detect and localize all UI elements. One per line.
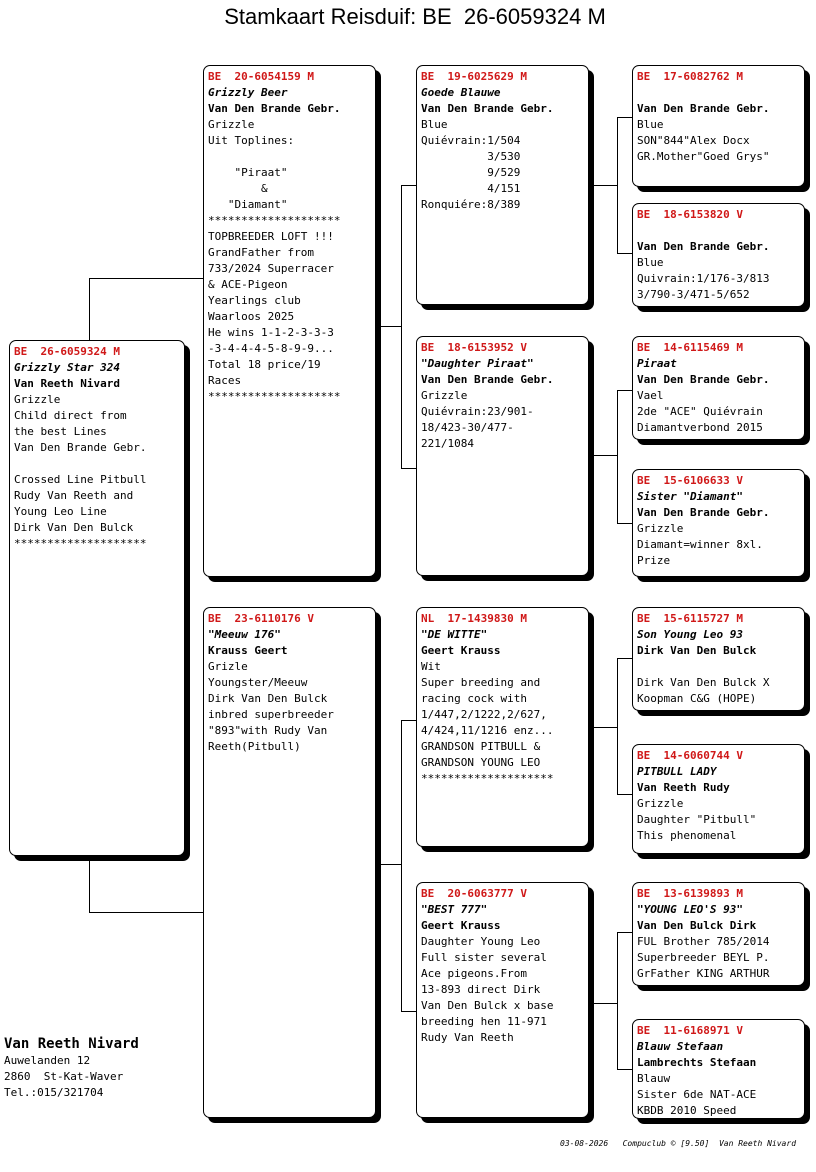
- pedigree-card-great-5[interactable]: [632, 607, 805, 711]
- card-text-line: Diamant=winner 8xl.: [637, 538, 763, 551]
- breeder-name: Van Den Brande Gebr.: [637, 373, 770, 386]
- card-text-line: GrFather KING ARTHUR: [637, 967, 770, 980]
- ring-number: BE 20-6054159 M: [208, 70, 314, 83]
- breeder-name: Dirk Van Den Bulck: [637, 644, 757, 657]
- owner-name: Van Reeth Nivard: [4, 1036, 139, 1052]
- pigeon-name: "DE WITTE": [421, 628, 488, 641]
- card-text-line: Sister 6de NAT-ACE: [637, 1088, 757, 1101]
- breeder-name: Van Den Brande Gebr.: [208, 102, 341, 115]
- breeder-name: Geert Krauss: [421, 644, 501, 657]
- breeder-name: Van Den Brande Gebr.: [421, 373, 554, 386]
- card-text-line: Dirk Van Den Bulck: [14, 521, 134, 534]
- card-text-line: Ace pigeons.From: [421, 967, 527, 980]
- card-text-line: 221/1084: [421, 437, 474, 450]
- card-text-line: This phenomenal: [637, 829, 737, 842]
- card-text-line: 4/424,11/1216 enz...: [421, 724, 554, 737]
- connector-line: [401, 468, 417, 469]
- card-text-line: Quivrain:1/176-3/813: [637, 272, 770, 285]
- card-text-line: Grizzle: [208, 118, 255, 131]
- ring-number: NL 17-1439830 M: [421, 612, 527, 625]
- card-text-line: Grizzle: [14, 393, 61, 406]
- owner-city: 2860 St-Kat-Waver: [4, 1070, 124, 1083]
- owner-street: Auwelanden 12: [4, 1054, 91, 1067]
- pedigree-card-sire-sire[interactable]: [416, 65, 589, 305]
- pedigree-card-sire[interactable]: [203, 65, 376, 577]
- ring-number: BE 17-6082762 M: [637, 70, 743, 83]
- pigeon-name: Sister "Diamant": [637, 490, 743, 503]
- ring-number: BE 15-6106633 V: [637, 474, 743, 487]
- card-text-line: Daughter Young Leo: [421, 935, 541, 948]
- pedigree-card-dam[interactable]: [203, 607, 376, 1118]
- pigeon-name: Goede Blauwe: [421, 86, 501, 99]
- pigeon-name: Son Young Leo 93: [637, 628, 743, 641]
- card-text-line: &: [208, 182, 268, 195]
- card-text-line: Races: [208, 374, 242, 387]
- card-text-line: GRANDSON YOUNG LEO: [421, 756, 541, 769]
- connector-line: [89, 912, 204, 913]
- pigeon-name: PITBULL LADY: [637, 765, 717, 778]
- pigeon-name: Grizzly Star 324: [14, 361, 120, 374]
- pedigree-card-great-8[interactable]: [632, 1019, 805, 1119]
- connector-line: [617, 390, 618, 524]
- card-text-line: 3/790-3/471-5/652: [637, 288, 750, 301]
- ring-number: BE 18-6153820 V: [637, 208, 743, 221]
- card-text-line: FUL Brother 785/2014: [637, 935, 770, 948]
- breeder-name: Van Reeth Nivard: [14, 377, 120, 390]
- connector-line: [617, 932, 618, 1070]
- connector-line: [617, 658, 618, 795]
- card-text-line: -3-4-4-4-5-8-9-9...: [208, 342, 334, 355]
- card-text-line: Grizle: [208, 660, 248, 673]
- card-text-line: Crossed Line Pitbull: [14, 473, 147, 486]
- connector-line: [617, 117, 618, 254]
- card-text-line: Grizzle: [637, 797, 684, 810]
- card-text-line: Superbreeder BEYL P.: [637, 951, 770, 964]
- breeder-name: Van Den Brande Gebr.: [637, 506, 770, 519]
- breeder-name: Lambrechts Stefaan: [637, 1056, 757, 1069]
- card-text-line: ********************: [421, 772, 554, 785]
- card-text-line: GRANDSON PITBULL &: [421, 740, 541, 753]
- breeder-name: Krauss Geert: [208, 644, 288, 657]
- card-text-line: breeding hen 11-971: [421, 1015, 547, 1028]
- ring-number: BE 13-6139893 M: [637, 887, 743, 900]
- page-title: Stamkaart Reisduif: BE 26-6059324 M: [224, 4, 606, 29]
- card-text-line: Grizzle: [421, 389, 468, 402]
- owner-block: [4, 1035, 139, 1101]
- card-text-line: inbred superbreeder: [208, 708, 334, 721]
- card-text-line: Quiévrain:1/504: [421, 134, 521, 147]
- footer-credit: 03-08-2026 Compuclub © [9.50] Van Reeth Nivard: [560, 1139, 797, 1148]
- connector-line: [593, 727, 618, 728]
- card-text-line: the best Lines: [14, 425, 107, 438]
- card-text-line: Van Den Bulck x base: [421, 999, 554, 1012]
- breeder-name: Van Den Brande Gebr.: [637, 102, 770, 115]
- card-text-line: SON"844"Alex Docx: [637, 134, 750, 147]
- card-text-line: Super breeding and: [421, 676, 541, 689]
- pigeon-name: [637, 223, 800, 239]
- card-text-line: Koopman C&G (HOPE): [637, 692, 757, 705]
- card-text-line: & ACE-Pigeon: [208, 278, 288, 291]
- card-text-line: ********************: [14, 537, 147, 550]
- card-text-line: [14, 456, 180, 472]
- card-text-line: Child direct from: [14, 409, 127, 422]
- pigeon-name: Blauw Stefaan: [637, 1040, 724, 1053]
- card-text-line: He wins 1-1-2-3-3-3: [208, 326, 334, 339]
- card-text-line: "Piraat": [208, 166, 288, 179]
- card-text-line: 3/530: [421, 150, 521, 163]
- pedigree-card-great-6[interactable]: [632, 744, 805, 854]
- pedigree-card-great-2[interactable]: [632, 203, 805, 307]
- card-text-line: Quiévrain:23/901-: [421, 405, 534, 418]
- card-text-line: 1/447,2/1222,2/627,: [421, 708, 547, 721]
- card-text-line: "Diamant": [208, 198, 288, 211]
- card-text-line: Van Den Brande Gebr.: [14, 441, 147, 454]
- ring-number: BE 19-6025629 M: [421, 70, 527, 83]
- card-text-line: TOPBREEDER LOFT !!!: [208, 230, 334, 243]
- connector-line: [401, 720, 417, 721]
- card-text-line: Youngster/Meeuw: [208, 676, 308, 689]
- card-text-line: 9/529: [421, 166, 521, 179]
- connector-line: [401, 720, 402, 1012]
- connector-line: [401, 185, 402, 469]
- pedigree-card-dam-dam[interactable]: [416, 882, 589, 1118]
- card-text-line: racing cock with: [421, 692, 527, 705]
- card-text-line: [637, 659, 800, 675]
- connector-line: [401, 185, 417, 186]
- connector-line: [380, 864, 402, 865]
- card-text-line: Blue: [637, 256, 664, 269]
- ring-number: BE 14-6115469 M: [637, 341, 743, 354]
- breeder-name: Van Den Brande Gebr.: [637, 240, 770, 253]
- connector-line: [593, 1003, 618, 1004]
- card-text-line: Total 18 price/19: [208, 358, 321, 371]
- card-text-line: Dirk Van Den Bulck: [208, 692, 328, 705]
- connector-line: [89, 278, 204, 279]
- card-text-line: Ronquiére:8/389: [421, 198, 521, 211]
- owner-phone: Tel.:015/321704: [4, 1086, 104, 1099]
- card-text-line: 18/423-30/477-: [421, 421, 514, 434]
- card-text-line: Daughter "Pitbull": [637, 813, 757, 826]
- ring-number: BE 18-6153952 V: [421, 341, 527, 354]
- pedigree-card-sire-dam[interactable]: [416, 336, 589, 576]
- pigeon-name: [637, 85, 800, 101]
- card-text-line: GR.Mother"Goed Grys": [637, 150, 770, 163]
- ring-number: BE 14-6060744 V: [637, 749, 743, 762]
- connector-line: [89, 856, 90, 913]
- ring-number: BE 26-6059324 M: [14, 345, 120, 358]
- pigeon-name: "Meeuw 176": [208, 628, 281, 641]
- breeder-name: Van Den Bulck Dirk: [637, 919, 757, 932]
- card-text-line: GrandFather from: [208, 246, 314, 259]
- breeder-name: Geert Krauss: [421, 919, 501, 932]
- pigeon-name: "BEST 777": [421, 903, 488, 916]
- card-text-line: 4/151: [421, 182, 521, 195]
- breeder-name: Van Den Brande Gebr.: [421, 102, 554, 115]
- pigeon-name: "YOUNG LEO'S 93": [637, 903, 743, 916]
- pigeon-name: "Daughter Piraat": [421, 357, 534, 370]
- card-text-line: Dirk Van Den Bulck X: [637, 676, 770, 689]
- card-text-line: KBDB 2010 Speed: [637, 1104, 737, 1117]
- card-text-line: Diamantverbond 2015: [637, 421, 763, 434]
- card-text-line: Young Leo Line: [14, 505, 107, 518]
- card-text-line: ********************: [208, 390, 341, 403]
- ring-number: BE 23-6110176 V: [208, 612, 314, 625]
- card-text-line: [208, 149, 371, 165]
- card-text-line: Uit Toplines:: [208, 134, 295, 147]
- card-text-line: Blue: [421, 118, 448, 131]
- ring-number: BE 15-6115727 M: [637, 612, 743, 625]
- pigeon-name: Piraat: [637, 357, 677, 370]
- card-text-line: "893"with Rudy Van: [208, 724, 328, 737]
- card-text-line: Rudy Van Reeth: [421, 1031, 514, 1044]
- card-text-line: Rudy Van Reeth and: [14, 489, 134, 502]
- pedigree-card-dam-sire[interactable]: [416, 607, 589, 847]
- card-text-line: Full sister several: [421, 951, 547, 964]
- breeder-name: Van Reeth Rudy: [637, 781, 730, 794]
- pedigree-card-great-1[interactable]: [632, 65, 805, 187]
- connector-line: [380, 326, 402, 327]
- pedigree-card-great-7[interactable]: [632, 882, 805, 986]
- ring-number: BE 20-6063777 V: [421, 887, 527, 900]
- ring-number: BE 11-6168971 V: [637, 1024, 743, 1037]
- card-text-line: Blue: [637, 118, 664, 131]
- pigeon-name: Grizzly Beer: [208, 86, 288, 99]
- card-text-line: 733/2024 Superracer: [208, 262, 334, 275]
- card-text-line: Wit: [421, 660, 441, 673]
- card-text-line: 2de "ACE" Quiévrain: [637, 405, 763, 418]
- card-text-line: Waarloos 2025: [208, 310, 295, 323]
- pedigree-card-subject[interactable]: [9, 340, 185, 856]
- card-text-line: Blauw: [637, 1072, 671, 1085]
- pedigree-card-great-4[interactable]: [632, 469, 805, 577]
- card-text-line: Reeth(Pitbull): [208, 740, 301, 753]
- connector-line: [593, 455, 618, 456]
- connector-line: [401, 1011, 417, 1012]
- pedigree-card-great-3[interactable]: [632, 336, 805, 440]
- connector-line: [89, 278, 90, 341]
- card-text-line: Vael: [637, 389, 664, 402]
- card-text-line: Grizzle: [637, 522, 684, 535]
- card-text-line: ********************: [208, 214, 341, 227]
- card-text-line: Prize: [637, 554, 671, 567]
- card-text-line: 13-893 direct Dirk: [421, 983, 541, 996]
- connector-line: [593, 185, 618, 186]
- card-text-line: Yearlings club: [208, 294, 301, 307]
